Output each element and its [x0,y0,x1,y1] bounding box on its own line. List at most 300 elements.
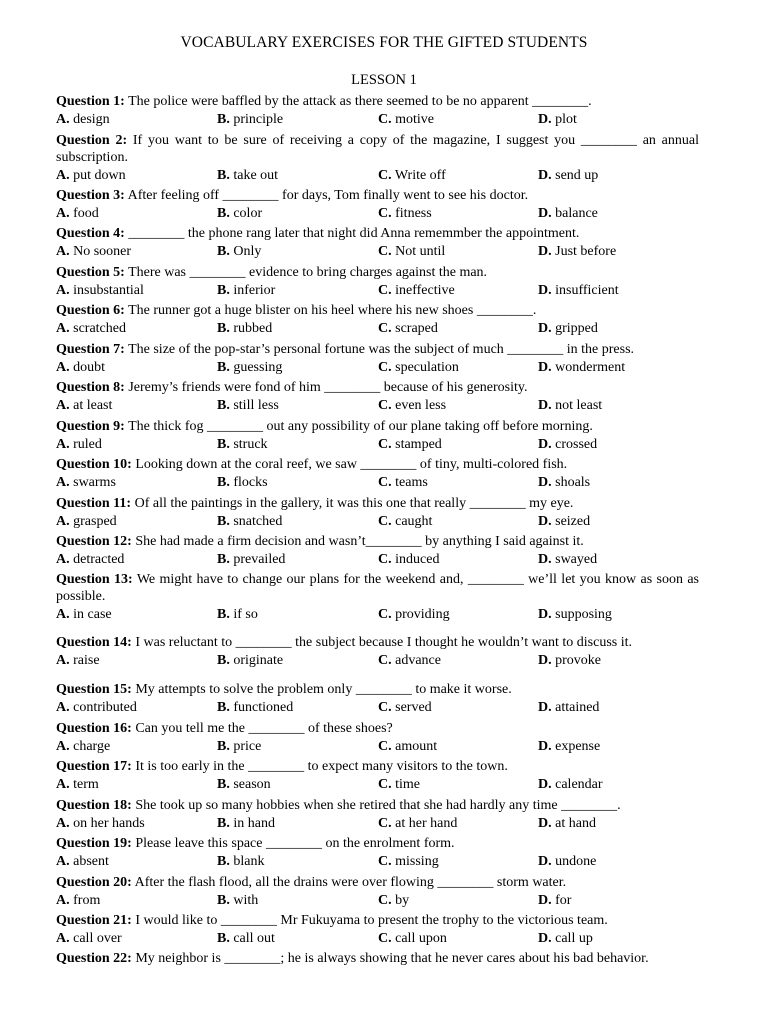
option-text: doubt [73,360,106,375]
option-letter: A. [56,607,70,622]
option-text: put down [73,168,126,183]
question-prompt: She had made a firm decision and wasn’t________ by anything I said against it. [135,534,584,549]
option-letter: D. [538,168,552,183]
option-text: not least [555,398,603,413]
question-text [56,341,699,358]
answer-option-a [56,473,116,492]
answer-option-b [217,891,258,910]
answer-options [56,396,699,415]
option-letter: B. [217,816,230,831]
option-text: ineffective [395,283,455,298]
question-item [56,495,699,531]
question-prompt: The size of the pop-star’s personal fortune was the subject of much ________ in the press. [128,342,635,357]
answer-option-b [217,166,278,185]
option-text: guessing [233,360,283,375]
answer-option-c [378,319,438,338]
option-text: gripped [555,321,598,336]
question-item [56,187,699,223]
option-letter: D. [538,700,552,715]
answer-option-d [538,242,616,261]
option-text: from [73,893,101,908]
answer-option-c [378,358,459,377]
question-text [56,225,699,242]
answer-option-a [56,242,131,261]
option-letter: D. [538,244,552,259]
answer-option-b [217,473,268,492]
answer-option-d [538,775,603,794]
answer-option-c [378,242,445,261]
option-text: grasped [73,514,117,529]
answer-option-a [56,814,145,833]
answer-options [56,550,699,569]
answer-option-d [538,929,593,948]
question-text [56,571,699,605]
option-letter: C. [378,653,392,668]
question-number: Question 13: [56,572,133,587]
option-text: seized [555,514,591,529]
option-letter: D. [538,283,552,298]
option-text: swarms [73,475,116,490]
answer-option-d [538,110,577,129]
answer-option-c [378,698,432,717]
option-letter: C. [378,475,392,490]
question-number: Question 4: [56,226,125,241]
option-letter: D. [538,206,552,221]
option-letter: B. [217,112,230,127]
option-text: balance [555,206,598,221]
answer-option-a [56,512,117,531]
option-letter: D. [538,931,552,946]
answer-option-a [56,737,110,756]
answer-option-a [56,396,112,415]
option-letter: C. [378,283,392,298]
answer-option-b [217,550,285,569]
option-letter: A. [56,931,70,946]
answer-option-b [217,358,282,377]
answer-option-b [217,319,272,338]
answer-options [56,737,699,756]
question-item [56,874,699,910]
answer-option-d [538,512,590,531]
option-text: rubbed [233,321,273,336]
option-letter: B. [217,514,230,529]
option-text: principle [233,112,284,127]
option-text: price [233,739,262,754]
option-text: call out [233,931,275,946]
answer-option-a [56,929,122,948]
option-letter: D. [538,552,552,567]
option-text: call up [555,931,593,946]
question-item [56,720,699,756]
question-prompt: The thick fog ________ out any possibility of our plane taking off before morning. [128,419,593,434]
answer-option-c [378,929,447,948]
question-text [56,634,699,651]
option-text: Not until [395,244,446,259]
answer-option-d [538,605,612,624]
question-prompt: It is too early in the ________ to expect many visitors to the town. [135,759,508,774]
answer-options [56,891,699,910]
question-number: Question 11: [56,496,132,511]
option-text: ruled [73,437,102,452]
option-letter: B. [217,206,230,221]
question-text [56,187,699,204]
question-prompt: ________ the phone rang later that night did Anna rememmber the appointment. [128,226,580,241]
question-number: Question 15: [56,682,132,697]
question-number: Question 19: [56,836,132,851]
option-letter: A. [56,206,70,221]
answer-options [56,775,699,794]
option-text: functioned [233,700,294,715]
option-text: term [73,777,99,792]
option-text: teams [395,475,428,490]
question-text [56,797,699,814]
answer-options [56,512,699,531]
question-prompt: She took up so many hobbies when she retired that she had hardly any time ________. [135,798,621,813]
option-letter: B. [217,931,230,946]
question-number: Question 10: [56,457,132,472]
option-text: crossed [555,437,598,452]
option-text: take out [233,168,279,183]
option-letter: B. [217,244,230,259]
question-number: Question 16: [56,721,132,736]
answer-options [56,929,699,948]
option-letter: B. [217,168,230,183]
option-text: originate [233,653,284,668]
answer-options [56,814,699,833]
option-text: for [555,893,572,908]
answer-option-d [538,281,619,300]
question-number: Question 14: [56,635,132,650]
answer-option-d [538,852,596,871]
option-letter: D. [538,893,552,908]
answer-option-b [217,737,261,756]
question-item [56,758,699,794]
option-letter: D. [538,816,552,831]
option-letter: B. [217,607,230,622]
option-text: supposing [555,607,612,622]
answer-option-c [378,110,434,129]
answer-option-d [538,550,597,569]
question-item [56,950,699,967]
option-text: advance [395,653,441,668]
option-letter: B. [217,321,230,336]
question-item [56,634,699,670]
option-text: flocks [233,475,268,490]
option-text: wonderment [555,360,626,375]
answer-option-a [56,550,124,569]
answer-option-a [56,319,126,338]
option-letter: C. [378,206,392,221]
answer-option-b [217,435,268,454]
question-item [56,264,699,300]
answer-options [56,605,699,624]
question-item [56,225,699,261]
answer-option-b [217,204,262,223]
option-letter: A. [56,437,70,452]
option-text: attained [555,700,600,715]
option-letter: B. [217,700,230,715]
option-letter: A. [56,893,70,908]
question-number: Question 20: [56,875,132,890]
answer-options [56,204,699,223]
option-text: even less [395,398,447,413]
option-letter: B. [217,739,230,754]
option-text: provoke [555,653,602,668]
question-prompt: I would like to ________ Mr Fukuyama to present the trophy to the victorious team. [135,913,608,928]
answer-option-d [538,651,601,670]
answer-option-d [538,358,625,377]
option-letter: D. [538,112,552,127]
answer-option-a [56,852,109,871]
option-text: in case [73,607,112,622]
option-text: caught [395,514,433,529]
answer-option-b [217,396,279,415]
option-text: fitness [395,206,432,221]
answer-option-a [56,775,99,794]
option-letter: C. [378,514,392,529]
answer-option-a [56,110,110,129]
option-text: if so [233,607,258,622]
option-text: scratched [73,321,126,336]
answer-options [56,698,699,717]
option-letter: A. [56,777,70,792]
option-letter: D. [538,854,552,869]
answer-options [56,319,699,338]
answer-option-d [538,435,597,454]
question-text [56,264,699,281]
question-prompt: Looking down at the coral reef, we saw ________ of tiny, multi-colored fish. [135,457,568,472]
question-prompt: After the flash flood, all the drains were over flowing ________ storm water. [134,875,567,890]
option-text: expense [555,739,601,754]
option-letter: D. [538,607,552,622]
option-text: Write off [394,168,446,183]
question-number: Question 1: [56,94,125,109]
question-item [56,533,699,569]
answer-option-c [378,473,428,492]
question-number: Question 5: [56,265,125,280]
option-letter: D. [538,398,552,413]
question-prompt: Please leave this space ________ on the enrolment form. [135,836,455,851]
question-item [56,132,699,185]
question-item [56,835,699,871]
option-letter: C. [378,552,392,567]
option-letter: B. [217,854,230,869]
option-letter: C. [378,168,392,183]
option-text: providing [395,607,450,622]
option-letter: A. [56,168,70,183]
option-text: speculation [395,360,459,375]
option-text: send up [555,168,599,183]
question-text [56,418,699,435]
option-text: raise [73,653,100,668]
answer-option-a [56,605,112,624]
answer-option-b [217,929,275,948]
option-letter: D. [538,653,552,668]
question-text [56,533,699,550]
option-letter: D. [538,437,552,452]
answer-option-a [56,166,126,185]
option-text: inferior [233,283,276,298]
answer-option-d [538,319,598,338]
option-letter: C. [378,244,392,259]
answer-option-d [538,396,602,415]
option-text: stamped [395,437,442,452]
option-text: swayed [555,552,598,567]
question-text [56,835,699,852]
option-letter: C. [378,931,392,946]
option-letter: C. [378,893,392,908]
option-letter: A. [56,552,70,567]
option-text: struck [233,437,268,452]
option-letter: C. [378,360,392,375]
option-letter: C. [378,437,392,452]
option-text: at her hand [395,816,458,831]
question-item [56,571,699,624]
option-letter: A. [56,398,70,413]
answer-option-d [538,737,600,756]
answer-option-a [56,435,102,454]
option-letter: C. [378,700,392,715]
answer-option-c [378,204,432,223]
answer-option-a [56,281,144,300]
question-number: Question 8: [56,380,125,395]
question-number: Question 21: [56,913,132,928]
option-text: insubstantial [73,283,144,298]
question-prompt: The police were baffled by the attack as there seemed to be no apparent ________. [128,94,592,109]
option-letter: B. [217,360,230,375]
question-text [56,681,699,698]
question-prompt: Jeremy’s friends were fond of him ________ because of his generosity. [128,380,528,395]
answer-option-c [378,435,442,454]
answer-option-a [56,698,137,717]
question-number: Question 6: [56,303,125,318]
option-text: scraped [395,321,438,336]
answer-options [56,651,699,670]
option-letter: B. [217,552,230,567]
question-prompt: If you want to be sure of receiving a copy of the magazine, I suggest you ________ an annual subscription. [56,133,700,165]
answer-option-b [217,605,258,624]
answer-option-c [378,737,437,756]
question-prompt: I was reluctant to ________ the subject because I thought he wouldn’t want to discuss it. [135,635,632,650]
answer-option-b [217,651,283,670]
question-item [56,456,699,492]
answer-options [56,242,699,261]
answer-options [56,435,699,454]
option-letter: A. [56,112,70,127]
option-text: at least [73,398,113,413]
question-item [56,379,699,415]
option-letter: A. [56,653,70,668]
answer-option-c [378,891,409,910]
answer-option-d [538,814,596,833]
answer-option-b [217,852,264,871]
option-text: prevailed [233,552,286,567]
question-prompt: Of all the paintings in the gallery, it was this one that really ________ my eye. [134,496,574,511]
option-text: in hand [233,816,275,831]
option-letter: A. [56,475,70,490]
question-text [56,93,699,110]
option-text: calendar [555,777,603,792]
question-text [56,132,699,166]
option-letter: B. [217,398,230,413]
option-letter: B. [217,653,230,668]
answer-options [56,473,699,492]
option-text: blank [233,854,265,869]
option-text: motive [395,112,435,127]
question-prompt: Can you tell me the ________ of these shoes? [135,721,393,736]
option-letter: A. [56,321,70,336]
option-letter: B. [217,437,230,452]
answer-option-b [217,110,283,129]
question-number: Question 9: [56,419,125,434]
option-text: induced [395,552,440,567]
option-text: at hand [555,816,596,831]
option-letter: C. [378,607,392,622]
question-prompt: My attempts to solve the problem only ________ to make it worse. [135,682,512,697]
answer-option-d [538,204,598,223]
question-number: Question 3: [56,188,125,203]
option-text: season [233,777,271,792]
answer-option-b [217,512,282,531]
question-item [56,341,699,377]
option-letter: A. [56,283,70,298]
question-text [56,302,699,319]
option-letter: D. [538,360,552,375]
answer-option-c [378,166,446,185]
question-prompt: My neighbor is ________; he is always showing that he never cares about his bad behavior. [135,951,649,966]
question-number: Question 12: [56,534,132,549]
option-letter: D. [538,321,552,336]
option-letter: C. [378,816,392,831]
option-text: call over [73,931,122,946]
option-letter: B. [217,283,230,298]
option-letter: B. [217,475,230,490]
answer-option-c [378,550,439,569]
option-letter: D. [538,514,552,529]
option-letter: A. [56,700,70,715]
answer-option-c [378,852,439,871]
option-text: still less [233,398,279,413]
question-text [56,495,699,512]
answer-option-c [378,775,420,794]
question-prompt: There was ________ evidence to bring charges against the man. [128,265,488,280]
answer-option-c [378,512,432,531]
answer-option-b [217,775,271,794]
question-item [56,93,699,129]
question-prompt: We might have to change our plans for the weekend and, ________ we’ll let you know as soon as possible. [56,572,699,604]
page-title: VOCABULARY EXERCISES FOR THE GIFTED STUDENTS [180,34,588,51]
option-letter: C. [378,854,392,869]
question-text [56,912,699,929]
option-text: Only [233,244,262,259]
option-text: on her hands [73,816,145,831]
answer-option-b [217,242,261,261]
question-text [56,950,699,967]
question-text [56,758,699,775]
answer-option-c [378,651,441,670]
answer-option-c [378,396,446,415]
answer-options [56,358,699,377]
option-text: food [73,206,99,221]
question-number: Question 22: [56,951,132,966]
option-letter: A. [56,854,70,869]
option-text: undone [555,854,597,869]
option-text: shoals [555,475,591,490]
question-number: Question 2: [56,133,128,148]
answer-options [56,166,699,185]
answer-options [56,281,699,300]
option-letter: C. [378,398,392,413]
